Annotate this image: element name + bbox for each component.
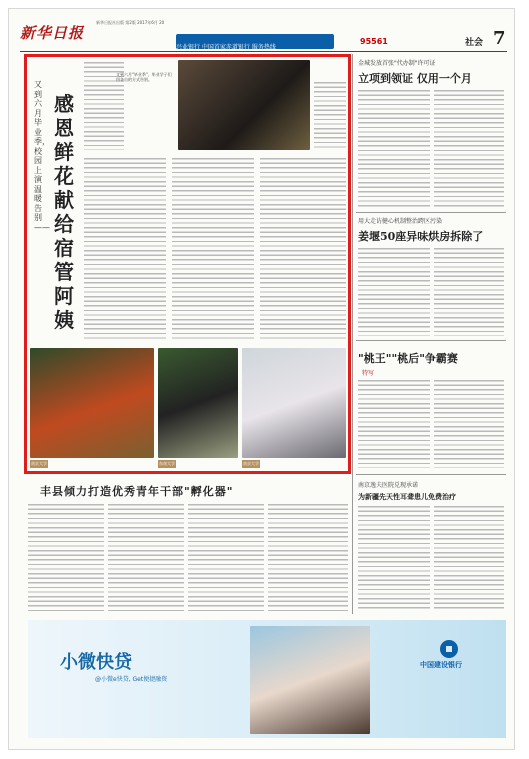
right-body-1a (358, 88, 430, 208)
ad-photo (250, 626, 370, 734)
right-kicker-4: 南京逸夫医院兑现承诺 (358, 482, 419, 489)
feature-body-col3 (260, 156, 346, 342)
ad-bank-name: 中国建设银行 (420, 661, 462, 669)
graduate-photo (158, 348, 238, 458)
ccb-logo-icon (440, 640, 458, 658)
issue-meta: 新华日报社出版 第2版 2017年6月 20 (96, 20, 165, 25)
ad-tagline: @小微e快贷, Get便捷融资 (95, 676, 168, 683)
header-rule (20, 51, 507, 52)
right-body-2b (434, 246, 504, 336)
right-kicker-2: 用大走访健心机制整治跨区污染 (358, 218, 443, 225)
page-number: 7 (493, 28, 506, 49)
column-divider (352, 54, 353, 614)
flower-photo (30, 348, 154, 458)
feature-body-col2 (172, 156, 254, 342)
right-headline-2: 姜堰50座异味烘房拆除了 (358, 230, 484, 243)
newspaper-title: 新华日报 (20, 24, 85, 42)
caption-nju-2: 南京大学 (243, 461, 259, 466)
right-body-3b (434, 378, 504, 468)
bank-banner (176, 34, 334, 49)
wedding-photo (242, 348, 346, 458)
bottom-body-col3 (188, 502, 264, 612)
feature-subhead: 又到六月毕业季，校园上演温暖告别—— (34, 80, 50, 232)
bank-text: 兴业银行 中国首家赤道银行 服务热线 (176, 44, 276, 51)
feature-headline: 感恩鲜花献给宿管阿姨 (54, 92, 74, 332)
right-body-2a (358, 246, 430, 336)
ad-title: 小微快贷 (60, 652, 132, 673)
feature-body-col1 (84, 156, 166, 342)
right-body-4b (434, 504, 504, 612)
graduates-photo (178, 60, 310, 150)
photo-caption-text (314, 80, 346, 150)
right-headline-1: 立项到领证 仅用一个月 (358, 72, 472, 85)
caption-seu: 东南大学 (159, 461, 175, 466)
caption-nju: 南京大学 (31, 461, 47, 466)
section-label: 社会 (465, 38, 484, 48)
right-body-4a (358, 504, 430, 612)
hotline-number: 95561 (360, 37, 388, 46)
bottom-body-col4 (268, 502, 348, 612)
divider (356, 340, 506, 341)
divider (356, 212, 506, 213)
right-headline-4: 为新疆先天性耳聋患儿免费治疗 (358, 493, 456, 501)
right-body-3a (358, 378, 430, 468)
bottom-body-col1 (28, 502, 104, 612)
right-kicker-1: 金城发放首张"代办制"许可证 (358, 60, 436, 67)
feature-intro: 又到六月"毕业季"，毕业学子们用各自的方式告别。 (116, 72, 172, 82)
bottom-body-col2 (108, 502, 184, 612)
feature-label: 特写 (362, 370, 375, 377)
right-body-1b (434, 88, 504, 208)
divider (356, 474, 506, 475)
right-headline-3: "桃王""桃后"争霸赛 (358, 352, 458, 365)
bottom-headline: 丰县倾力打造优秀青年干部"孵化器" (40, 485, 234, 498)
